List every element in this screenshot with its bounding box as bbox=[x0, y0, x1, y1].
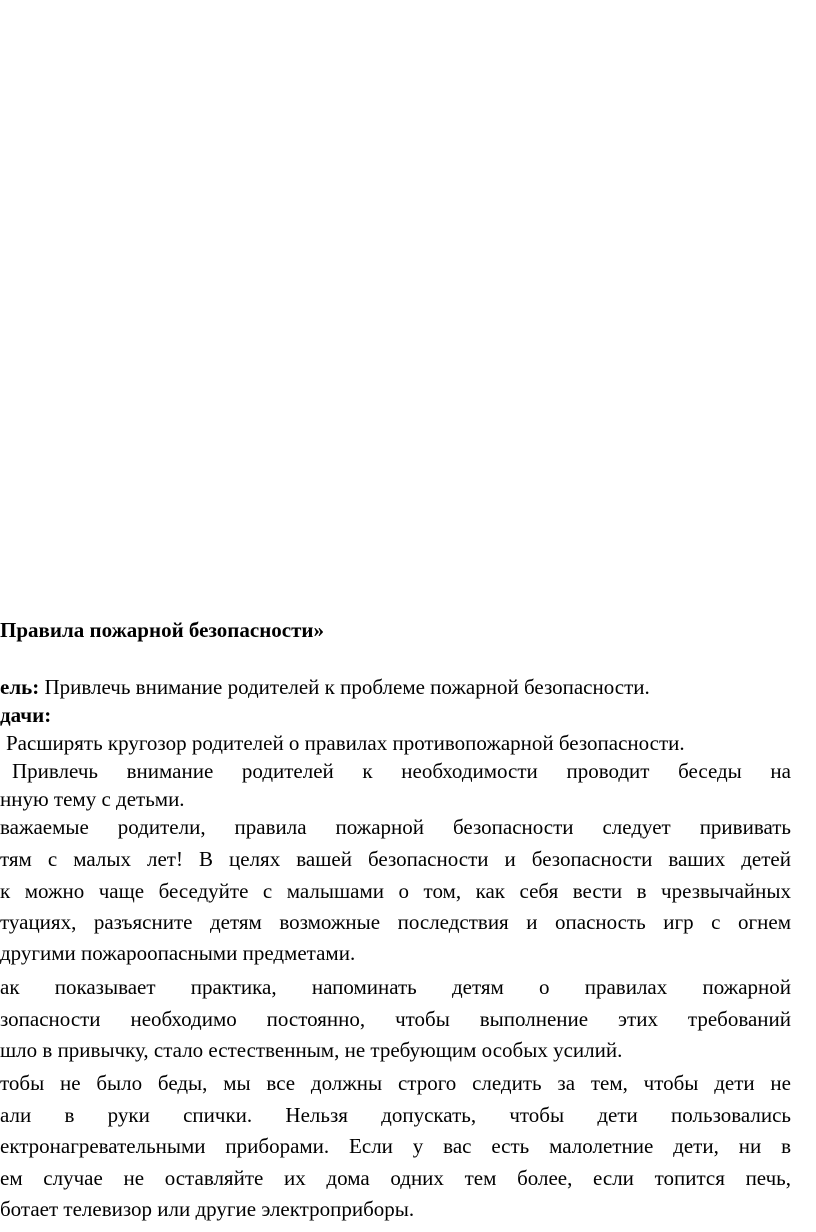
paragraph-1-line-3: к можно чаще беседуйте с малышами о том, как себя вести в чрезвычайных bbox=[0, 879, 791, 903]
paragraph-1-line-5: другими пожароопасными предметами. bbox=[0, 941, 356, 965]
goal-text: Привлечь внимание родителей к проблеме пожарной безопасности. bbox=[39, 675, 650, 699]
task-item-2-continued: нную тему с детьми. bbox=[0, 787, 185, 811]
paragraph-3-line-4: ем случае не оставляйте их дома одних тем более, если топится печь, bbox=[0, 1166, 791, 1190]
paragraph-3-line-3: ектронагревательными приборами. Если у вас есть малолетние дети, ни в bbox=[0, 1134, 791, 1158]
paragraph-3-line-1: тобы не было беды, мы все должны строго следить за тем, чтобы дети не bbox=[0, 1071, 791, 1095]
paragraph-3-line-5: ботает телевизор или другие электроприборы. bbox=[0, 1197, 415, 1221]
paragraph-3-line-2: али в руки спички. Нельзя допускать, чтобы дети пользовались bbox=[0, 1103, 791, 1127]
paragraph-2-line-1: ак показывает практика, напоминать детям о правилах пожарной bbox=[0, 975, 791, 999]
task-item-2: Привлечь внимание родителей к необходимости проводит беседы на bbox=[12, 759, 791, 783]
goal-line bbox=[0, 673, 650, 701]
goal-label: ель: bbox=[0, 675, 40, 699]
paragraph-1-line-2: тям с малых лет! В целях вашей безопасности и безопасности ваших детей bbox=[0, 847, 791, 871]
paragraph-1-line-4: туациях, разъясните детям возможные последствия и опасность игр с огнем bbox=[0, 910, 791, 934]
task-item-1: Расширять кругозор родителей о правилах противопожарной безопасности. bbox=[6, 731, 685, 755]
tasks-label: дачи: bbox=[0, 703, 52, 727]
paragraph-1-line-1: важаемые родители, правила пожарной безопасности следует прививать bbox=[0, 815, 791, 839]
document-title: Правила пожарной безопасности» bbox=[0, 618, 325, 642]
paragraph-2-line-3: шло в привычку, стало естественным, не требующим особых усилий. bbox=[0, 1038, 623, 1062]
paragraph-2-line-2: зопасности необходимо постоянно, чтобы выполнение этих требований bbox=[0, 1007, 791, 1031]
